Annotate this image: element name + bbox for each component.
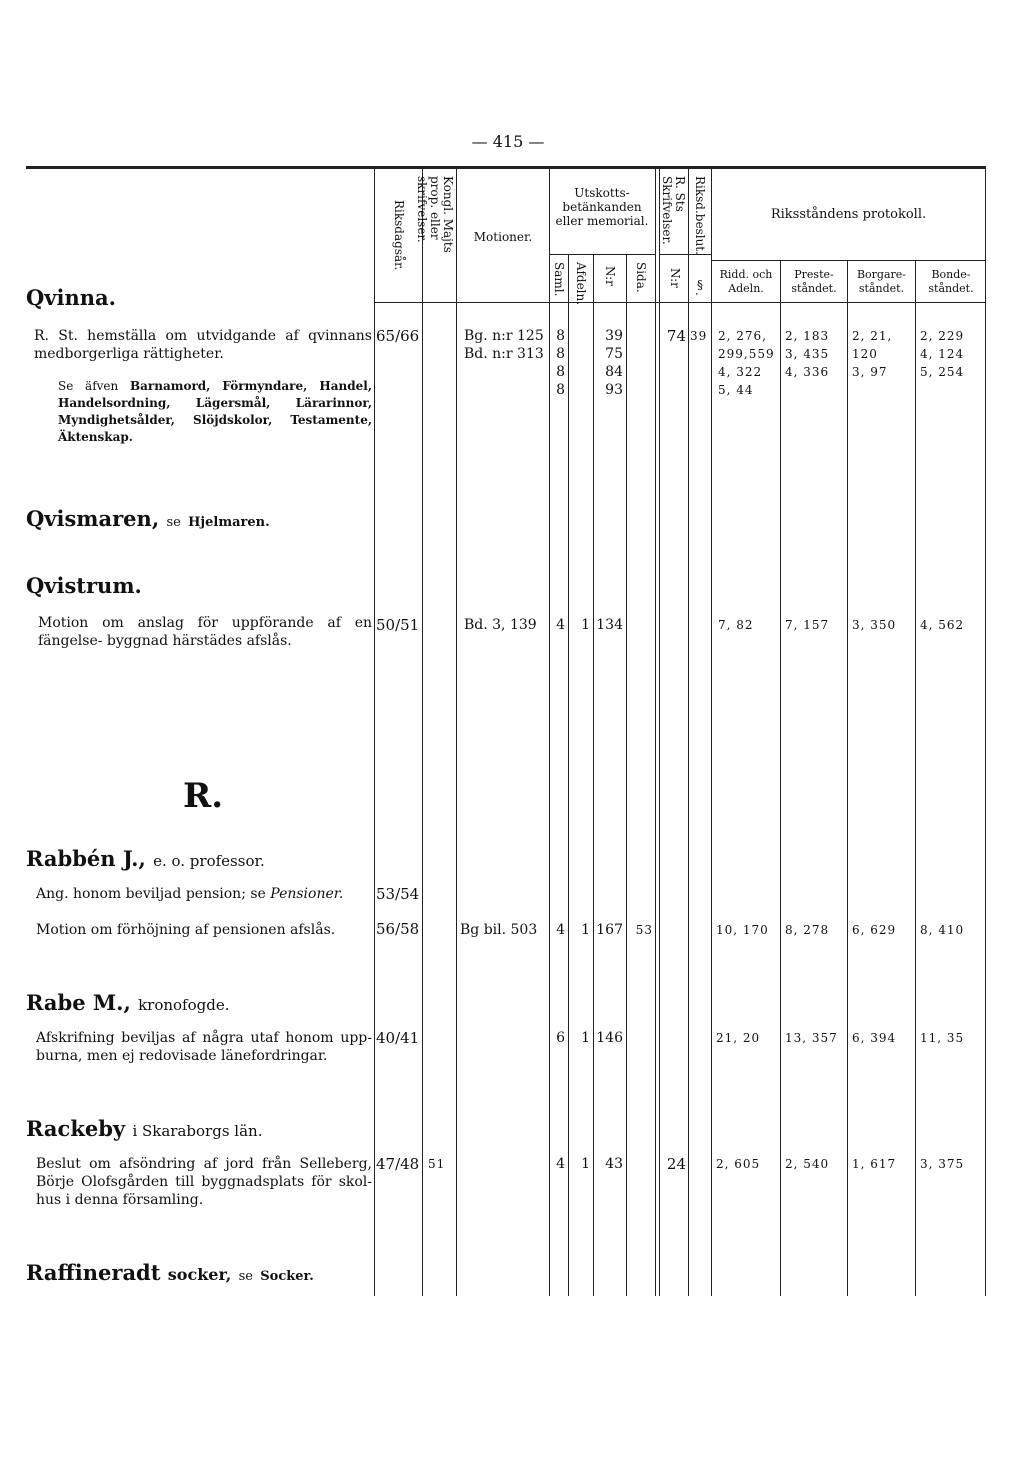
see-also-prefix: Se äfven: [58, 379, 119, 393]
cell-motion: Bd. 3, 139: [464, 617, 537, 633]
cell-ridd: 10, 170: [716, 923, 769, 937]
cell-preste: 7, 157: [785, 618, 830, 632]
col-line: [711, 169, 712, 1296]
entry-text: Motion om förhöjning af pensionen afslås.: [36, 922, 336, 938]
cell-saml: 6: [556, 1030, 565, 1046]
cell-nr: 75: [605, 346, 623, 362]
col-line: [780, 260, 781, 1296]
heading-qvismaren-title: Qvismaren,: [26, 506, 160, 531]
col-line: [549, 169, 550, 1296]
utskott-sub-rule: [549, 254, 655, 255]
cell-afdeln: 1: [581, 617, 590, 633]
entry-text: [36, 885, 372, 903]
cell-nr: 93: [605, 382, 623, 398]
heading-rabe-sub: kronofogde.: [138, 996, 230, 1014]
header-motioner: Motioner.: [473, 230, 533, 244]
heading-rabe-title: Rabe M.,: [26, 990, 131, 1015]
cell-motion: Bg bil. 503: [460, 922, 538, 938]
see-also: [58, 378, 372, 446]
heading-rabben-title: Rabbén J.,: [26, 846, 146, 871]
heading-raffineradt-title2: socker,: [167, 1265, 232, 1284]
cell-ridd: 7, 82: [718, 618, 754, 632]
cell-afdeln: 1: [581, 1030, 590, 1046]
header-bonde: Bonde- ståndet.: [928, 268, 974, 295]
heading-raffineradt-title: Raffineradt: [26, 1260, 161, 1285]
cell-bonde: 5, 254: [920, 365, 965, 379]
cell-year: 47/48: [376, 1155, 420, 1173]
cell-borgare: 6, 394: [852, 1031, 897, 1045]
cell-bonde: 2, 229: [920, 329, 965, 343]
col-line: [456, 169, 457, 1296]
header-riksdagsar: Riksdagsår.: [392, 200, 406, 271]
see-ref: Socker.: [260, 1269, 314, 1284]
cell-nr: 39: [605, 328, 623, 344]
header-ridd: Ridd. och Adeln.: [719, 268, 773, 295]
cell-motion: Bd. n:r 313: [464, 346, 544, 362]
cell-motion: Bg. n:r 125: [464, 328, 544, 344]
cell-year: 56/58: [376, 920, 420, 938]
header-nr: N:r: [603, 266, 617, 286]
col-line: [568, 254, 569, 1296]
section-letter: R.: [183, 776, 224, 816]
cell-saml: 8: [556, 364, 565, 380]
cell-nr: 84: [605, 364, 623, 380]
cell-rsts-nr: 24: [666, 1155, 686, 1173]
cell-nr: 134: [596, 617, 623, 633]
cell-nr: 167: [596, 922, 623, 938]
cell-borgare: 3, 97: [852, 365, 888, 379]
cell-ridd: 5, 44: [718, 383, 754, 397]
entry-text-a: Ang. honom beviljad pension; se: [36, 886, 266, 902]
col-line: [593, 254, 594, 1296]
cell-ridd: 2, 605: [716, 1157, 761, 1171]
cell-sida: 53: [635, 923, 653, 937]
cell-borgare: 2, 21,: [852, 329, 893, 343]
heading-rackeby-sub: i Skaraborgs län.: [132, 1122, 263, 1140]
cell-preste: 2, 540: [785, 1157, 830, 1171]
entry-text-ref: Pensioner.: [270, 886, 344, 902]
cell-bonde: 11, 35: [920, 1031, 965, 1045]
cell-bonde: 3, 375: [920, 1157, 965, 1171]
header-rsts: R. Sts Skrifvelser.: [660, 176, 687, 245]
heading-qvismaren: [26, 506, 270, 531]
entry-text: Beslut om afsöndring af jord från Selleberg, Börje Olofsgården till byggnadsplats för skol- hus i denna församling.: [36, 1156, 372, 1208]
col-line: [985, 169, 986, 1296]
cell-year: 40/41: [376, 1029, 420, 1047]
cell-preste: 8, 278: [785, 923, 830, 937]
header-preste: Preste- ståndet.: [791, 268, 837, 295]
cell-ridd: 21, 20: [716, 1031, 761, 1045]
header-protokoll: Riksståndens protokoll.: [770, 207, 927, 222]
cell-saml: 4: [556, 1156, 565, 1172]
cell-preste: 2, 183: [785, 329, 830, 343]
header-bottom-rule: [374, 302, 986, 303]
cell-saml: 8: [556, 328, 565, 344]
cell-riksd: 39: [690, 329, 708, 343]
heading-rackeby: [26, 1116, 262, 1141]
cell-saml: 4: [556, 922, 565, 938]
cell-year: 53/54: [376, 885, 420, 903]
cell-ridd: 299,559: [718, 347, 775, 361]
se-label: se: [238, 1269, 253, 1284]
page-number: — 415 —: [471, 132, 545, 151]
cell-saml: 4: [556, 617, 565, 633]
heading-rackeby-title: Rackeby: [26, 1116, 126, 1141]
heading-raffineradt: [26, 1260, 314, 1285]
cell-kongl: 51: [428, 1157, 446, 1171]
entry-text: R. St. hemställa om utvidgande af qvinnans medborgerliga rättigheter.: [34, 328, 372, 362]
cell-preste: 3, 435: [785, 347, 830, 361]
cell-borgare: 6, 629: [852, 923, 897, 937]
heading-rabe: [26, 990, 230, 1015]
see-also-list: Barnamord, Förmyndare, Handel, Handelsordning, Lägersmål, Lärarinnor, Myndighetsålder, Slöjdskolor, Testamente, Äktenskap.: [58, 379, 372, 444]
cell-borgare: 120: [852, 347, 878, 361]
cell-nr: 146: [596, 1030, 623, 1046]
cell-saml: 8: [556, 382, 565, 398]
heading-qvistrum: Qvistrum.: [26, 573, 142, 598]
cell-borgare: 1, 617: [852, 1157, 897, 1171]
header-afdeln: Afdeln.: [574, 262, 588, 306]
header-saml: Saml.: [552, 262, 566, 297]
cell-rsts-nr: 74: [666, 327, 686, 345]
cell-year: 65/66: [376, 327, 420, 345]
heading-rabben-sub: e. o. professor.: [153, 852, 265, 870]
se-label: se: [166, 515, 181, 530]
cell-saml: 8: [556, 346, 565, 362]
header-riksd-s: §.: [693, 278, 707, 296]
cell-afdeln: 1: [581, 1156, 590, 1172]
col-line: [626, 254, 627, 1296]
col-line: [915, 260, 916, 1296]
protokoll-sub-rule: [711, 260, 986, 261]
cell-bonde: 8, 410: [920, 923, 965, 937]
cell-ridd: 2, 276,: [718, 329, 767, 343]
cell-preste: 13, 357: [785, 1031, 838, 1045]
col-line: [688, 169, 689, 1296]
cell-nr: 43: [605, 1156, 623, 1172]
cell-afdeln: 1: [581, 922, 590, 938]
col-line: [374, 169, 375, 1296]
header-rsts-nr: N:r: [668, 268, 682, 288]
col-line: [847, 260, 848, 1296]
header-borgare: Borgare- ståndet.: [856, 268, 907, 295]
entry-text: Afskrifning beviljas af några utaf honom upp- burna, men ej redovisade länefordringar.: [36, 1030, 372, 1064]
cell-bonde: 4, 562: [920, 618, 965, 632]
heading-rabben: [26, 846, 265, 871]
cell-year: 50/51: [376, 616, 420, 634]
see-ref: Hjelmaren.: [188, 515, 270, 530]
cell-ridd: 4, 322: [718, 365, 763, 379]
header-utskott: Utskotts- betänkanden eller memorial.: [555, 186, 649, 228]
cell-bonde: 4, 124: [920, 347, 965, 361]
header-kongl: Kongl. Majts prop. eller skrifvelser.: [415, 176, 455, 253]
col-line: [655, 169, 656, 1296]
top-rule: [26, 166, 986, 169]
entry-text: Motion om anslag för uppförande af en fängelse- byggnad härstädes afslås.: [38, 615, 372, 649]
col-line: [422, 169, 423, 1296]
header-sida: Sida.: [634, 262, 648, 293]
header-riksd-beslut: Riksd.beslut.: [693, 176, 707, 255]
heading-qvinna: Qvinna.: [26, 285, 116, 310]
cell-borgare: 3, 350: [852, 618, 897, 632]
cell-preste: 4, 336: [785, 365, 830, 379]
